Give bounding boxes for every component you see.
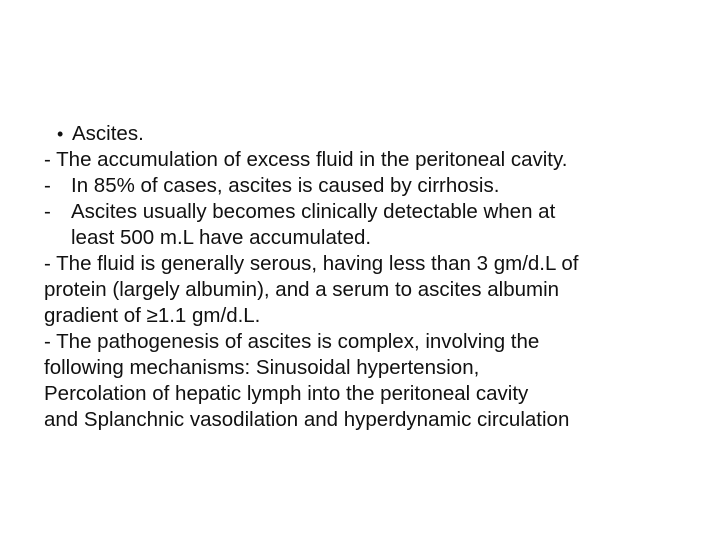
dash-item-cirrhosis	[44, 173, 694, 199]
paragraph-line: - The fluid is generally serous, having less than 3 gm/d.L of	[44, 252, 579, 275]
dash-item-row	[44, 199, 694, 225]
heading-line	[44, 121, 694, 147]
paragraph-line: Percolation of hepatic lymph into the peritoneal cavity	[44, 382, 529, 405]
paragraph-line: gradient of ≥1.1 gm/d.L.	[44, 304, 261, 327]
serous-paragraph	[44, 251, 694, 329]
pathogenesis-paragraph	[44, 329, 694, 433]
paragraph-line: and Splanchnic vasodilation and hyperdynamic circulation	[44, 408, 570, 431]
dash-item-continuation: least 500 m.L have accumulated.	[71, 226, 372, 249]
paragraph-line: following mechanisms: Sinusoidal hypertension,	[44, 356, 480, 379]
dash-marker: -	[44, 200, 51, 223]
heading-text: Ascites.	[72, 122, 144, 145]
bullet-icon: •	[57, 124, 64, 144]
dash-marker: -	[44, 174, 51, 197]
definition-line: - The accumulation of excess fluid in the peritoneal cavity.	[44, 148, 568, 171]
dash-item-detectable	[44, 199, 694, 251]
slide-content	[44, 121, 694, 433]
paragraph-line: protein (largely albumin), and a serum to ascites albumin	[44, 278, 560, 301]
dash-item-text: Ascites usually becomes clinically detectable when at	[71, 200, 556, 223]
dash-item-text: In 85% of cases, ascites is caused by cirrhosis.	[71, 174, 500, 197]
paragraph-line: - The pathogenesis of ascites is complex, involving the	[44, 330, 540, 353]
